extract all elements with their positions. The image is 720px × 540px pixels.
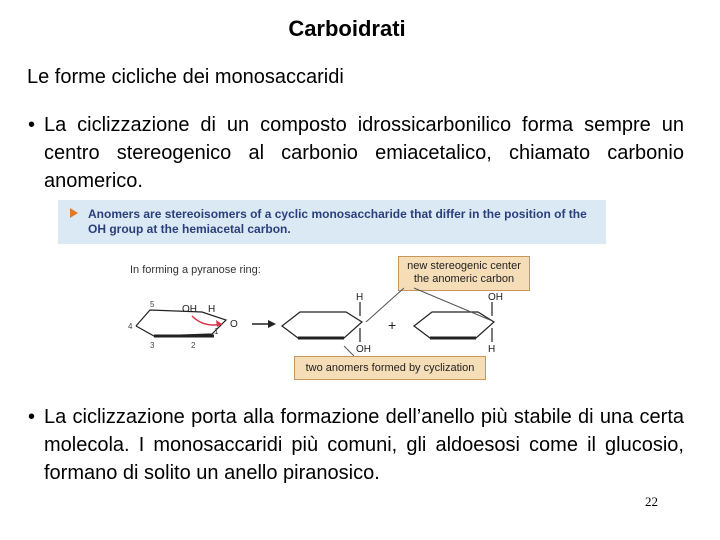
anomer-figure — [54, 196, 610, 384]
bullet-point-2 — [28, 403, 684, 487]
page-number: 22 — [645, 494, 658, 509]
bullet-dot: • — [28, 406, 36, 428]
callout-two-anomers: two anomers formed by cyclization — [294, 356, 486, 380]
figure-label: In forming a pyranose ring: — [130, 264, 261, 276]
atom-1: 1 — [214, 327, 219, 336]
atom-3: 3 — [150, 341, 155, 350]
bullet-dot: • — [28, 114, 36, 136]
atom-4: 4 — [128, 322, 133, 331]
curved-arrow-head-icon — [216, 320, 222, 327]
atom-oh-open: OH — [182, 304, 197, 315]
banner-text: Anomers are stereoisomers of a cyclic monosaccharide that differ in the position of the OH group at the hemiacetal carbon. — [88, 207, 587, 236]
bullet-text-2: La ciclizzazione porta alla formazione dell’anello più stabile di una certa molecola. I monosaccaridi più comuni, gli aldoesosi come il glucosio, formano di solito un anello piranosico. — [44, 406, 684, 484]
atom-h-ring1: H — [356, 292, 364, 303]
pyranose-ring-1 — [282, 302, 362, 342]
callout-pointer-3 — [344, 346, 354, 356]
callout-anomeric-carbon: new stereogenic center the anomeric carbon — [398, 256, 530, 291]
reaction-arrowhead-icon — [268, 320, 276, 328]
bullet-text-1: La ciclizzazione di un composto idrossicarbonilico forma sempre un centro stereogenico al carbonio emiacetalico, chiamato carbonio anomerico. — [44, 114, 684, 192]
atom-o-open: O — [230, 319, 238, 330]
atom-5: 5 — [150, 300, 155, 309]
atom-oh-ring2: OH — [488, 292, 503, 303]
plus-sign: + — [388, 317, 397, 333]
atom-h-ring2: H — [488, 344, 496, 355]
callout-pointer-2 — [414, 288, 490, 320]
atom-h-open: H — [208, 304, 216, 315]
atom-2: 2 — [191, 341, 196, 350]
bullet-point-1 — [28, 111, 684, 195]
pyranose-ring-2 — [414, 302, 494, 342]
slide-title: Carboidrati — [288, 16, 406, 41]
callout-pointer-1 — [366, 288, 404, 322]
slide-subtitle: Le forme cicliche dei monosaccaridi — [27, 66, 344, 88]
atom-oh-ring1: OH — [356, 344, 371, 355]
